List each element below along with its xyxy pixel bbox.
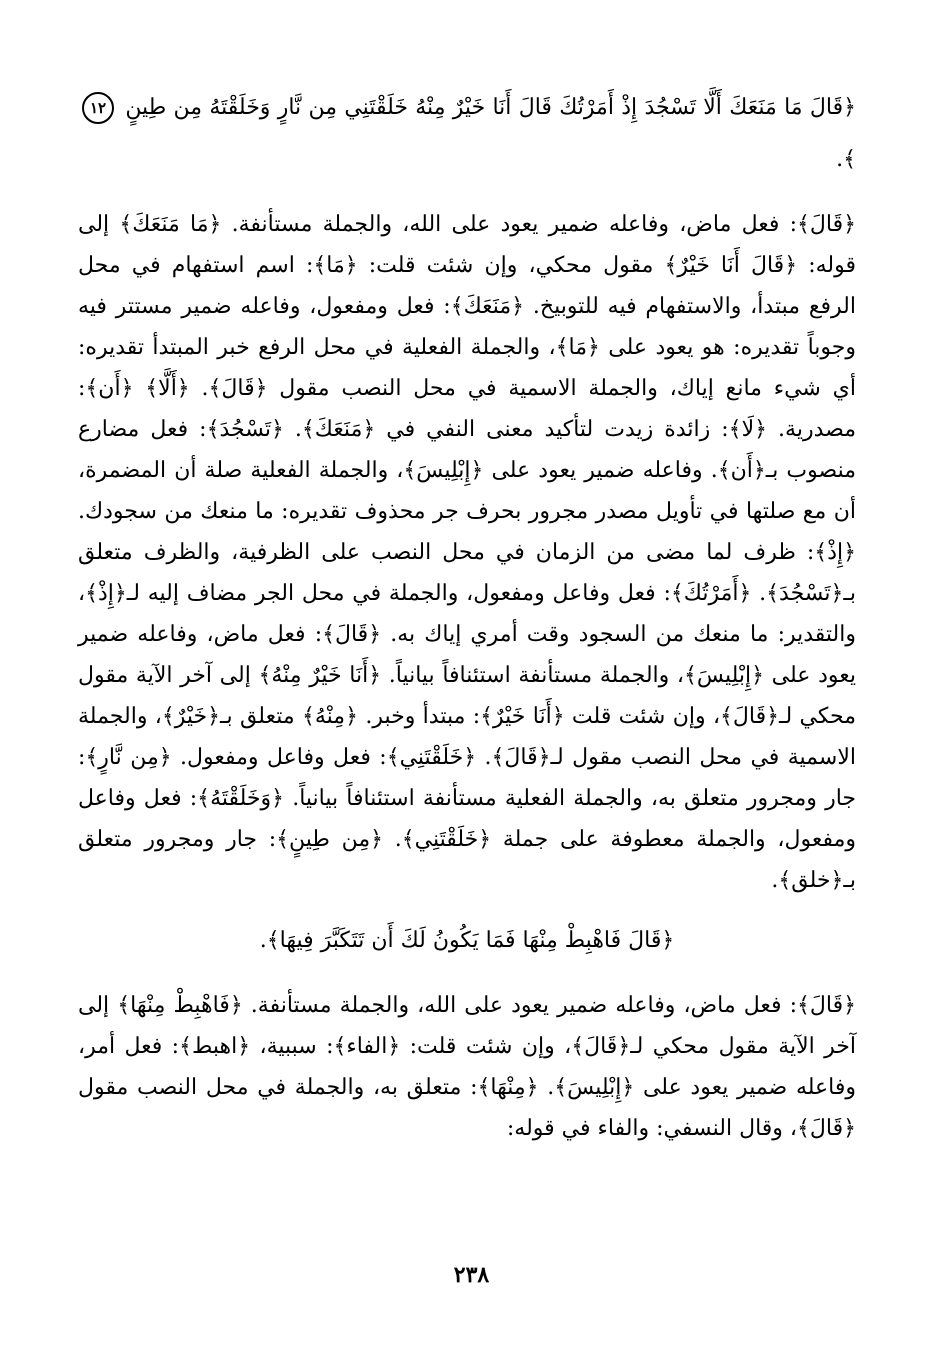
spacer xyxy=(78,901,856,915)
verse-12-end: ﴾. xyxy=(836,147,856,172)
quran-verse-12 xyxy=(78,82,856,186)
quran-verse-13-part: ﴿قَالَ فَاهْبِطْ مِنْهَا فَمَا يَكُونُ لَكَ أَن تَتَكَبَّرَ فِيهَا﴾. xyxy=(259,928,675,953)
verse-number-marker: ١٢ xyxy=(82,92,114,124)
book-page xyxy=(78,82,856,1292)
spacer xyxy=(78,967,856,985)
commentary-verse-13: ﴿قَالَ﴾: فعل ماض، وفاعله ضمير يعود على الله، والجملة مستأنفة. ﴿فَاهْبِطْ مِنْهَا﴾ إلى آخر الآية مقول محكي لـ﴿قَالَ﴾، وإن شئت قلت: ﴿الفاء﴾: سببية، ﴿اهبط﴾: فعل أمر، وفاعله ضمير يعود على ﴿إِبْلِيسَ﴾. ﴿مِنْهَا﴾: متعلق به، والجملة في محل النصب مقول ﴿قَالَ﴾، وقال النسفي: والفاء في قوله: xyxy=(78,993,856,1141)
spacer xyxy=(78,186,856,204)
commentary-verse-12: ﴿قَالَ﴾: فعل ماض، وفاعله ضمير يعود على الله، والجملة مستأنفة. ﴿مَا مَنَعَكَ﴾ إلى قوله: ﴿قَالَ أَنَا خَيْرٌ﴾ مقول محكي، وإن شئت قلت: ﴿مَا﴾: اسم استفهام في محل الرفع مبتدأ، والاستفهام فيه للتوبيخ. ﴿مَنَعَكَ﴾: فعل ومفعول، وفاعله ضمير مستتر فيه وجوباً تقديره: هو يعود على ﴿مَا﴾، والجملة الفعلية في محل الرفع خبر المبتدأ تقديره: أي شيء مانع إياك، والجملة الاسمية في محل النصب مقول ﴿قَالَ﴾. ﴿أَلَّا﴾ ﴿أَن﴾: مصدرية. ﴿لَا﴾: زائدة زيدت لتأكيد معنى النفي في ﴿مَنَعَكَ﴾. ﴿تَسْجُدَ﴾: فعل مضارع منصوب بـ﴿أَن﴾. وفاعله ضمير يعود على ﴿إِبْلِيسَ﴾، والجملة الفعلية صلة أن المضمرة، أن مع صلتها في تأويل مصدر مجرور بحرف جر محذوف تقديره: ما منعك من سجودك. ﴿إِذْ﴾: ظرف لما مضى من الزمان في محل النصب على الظرفية، والظرف متعلق بـ﴿تَسْجُدَ﴾. ﴿أَمَرْتُكَ﴾: فعل وفاعل ومفعول، والجملة في محل الجر مضاف إليه لـ﴿إِذْ﴾، والتقدير: ما منعك من السجود وقت أمري إياك به. ﴿قَالَ﴾: فعل ماض، وفاعله ضمير يعود على ﴿إِبْلِيسَ﴾، والجملة مستأنفة استئنافاً بيانياً. ﴿أَنَا خَيْرٌ مِنْهُ﴾ إلى آخر الآية مقول محكي لـ﴿قَالَ﴾، وإن شئت قلت ﴿أَنَا خَيْرٌ﴾: مبتدأ وخبر. ﴿مِنْهُ﴾ متعلق بـ﴿خَيْرٌ﴾، والجملة الاسمية في محل النصب مقول لـ﴿قَالَ﴾. ﴿خَلَقْتَنِي﴾: فعل وفاعل ومفعول. ﴿مِن نَّارٍ﴾: جار ومجرور متعلق به، والجملة الفعلية مستأنفة استئنافاً بيانياً. ﴿وَخَلَقْتَهُ﴾: فعل وفاعل ومفعول، والجملة معطوفة على جملة ﴿خَلَقْتَنِي﴾. ﴿مِن طِينٍ﴾: جار ومجرور متعلق بـ﴿خلق﴾. xyxy=(78,212,856,893)
page-number: ٢٣٨ xyxy=(453,1262,490,1288)
verse-12-text: ﴿قَالَ مَا مَنَعَكَ أَلَّا تَسْجُدَ إِذْ أَمَرْتُكَ قَالَ أَنَا خَيْرٌ مِنْهُ خَلَقْتَنِي مِن نَّارٍ وَخَلَقْتَهُ مِن طِينٍ xyxy=(125,95,856,120)
